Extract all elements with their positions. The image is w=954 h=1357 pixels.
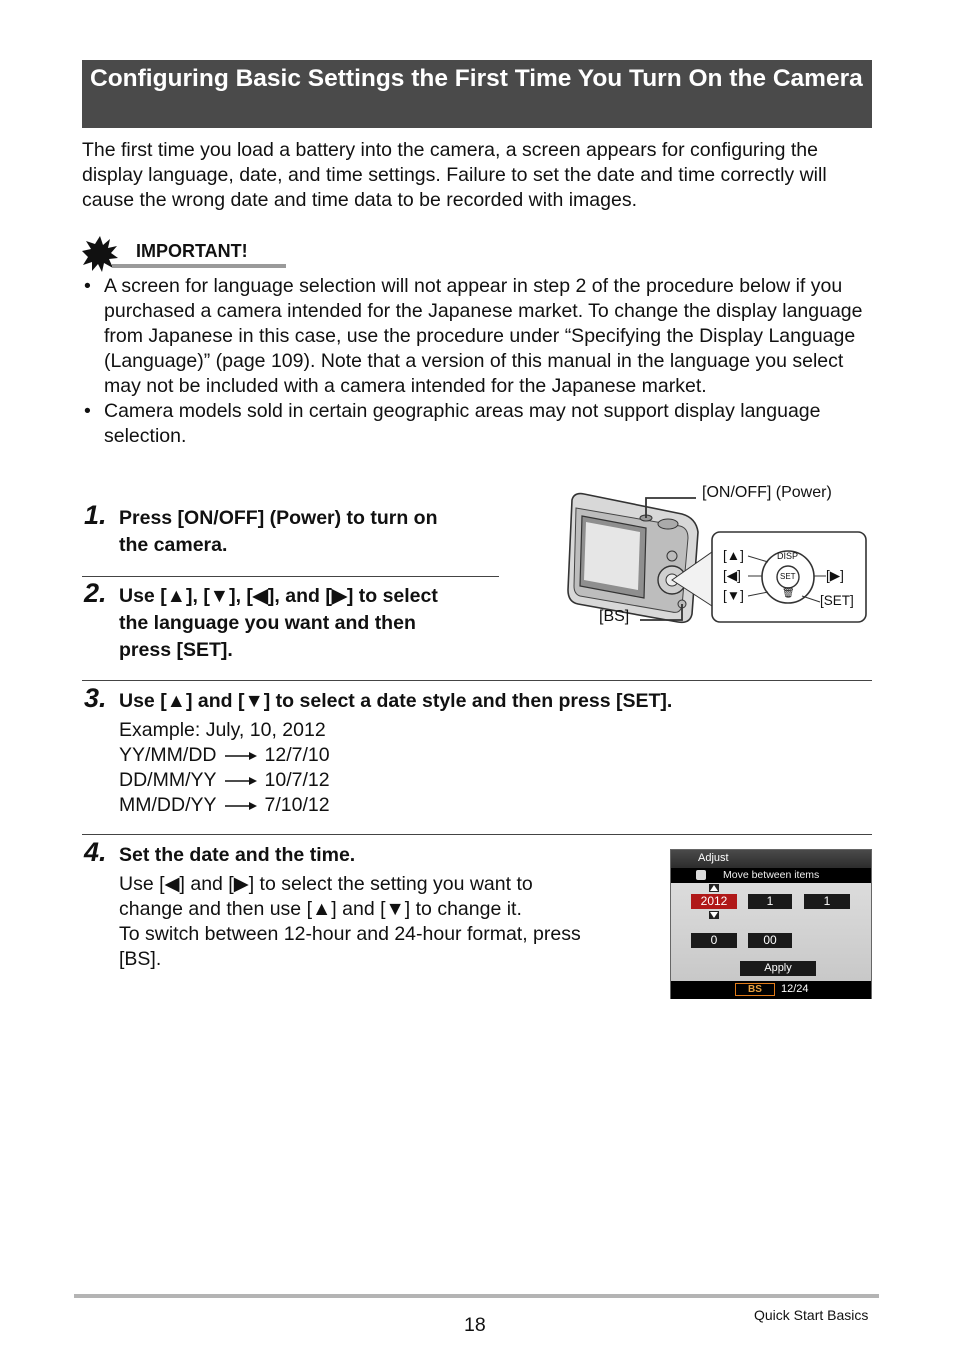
bs-key-icon: BS [735, 983, 775, 996]
day-field: 1 [804, 894, 850, 909]
month-field: 1 [748, 894, 792, 909]
step-1-text [119, 505, 499, 559]
date-style: DD/MM/YY [119, 769, 217, 791]
intro-paragraph: The first time you load a battery into the camera, a screen appears for configuring the display language, date, and time settings. Failure to set the date and time correctly will cause the wrong date and time data to be recorded with images. [82, 139, 827, 211]
step-2-text [119, 583, 509, 664]
camera-illustration [562, 478, 874, 628]
step-4-text: Set the date and the time. [119, 844, 356, 866]
lcd-title: Adjust [671, 850, 871, 868]
step-divider [82, 834, 872, 835]
step-4-line: [BS]. [119, 948, 162, 970]
date-style-example [119, 718, 330, 818]
bullet-text: A screen for language selection will not appear in step 2 of the procedure below if you purchased a camera intended for the Japanese market. To change the display language from Japanese in this case, use the procedure under “Specifying the Display Language (Language)” (page 109). Note that a version of this manual in the language you select may not be included with a camera intended for the Japanese market. [104, 275, 863, 397]
page-number: 18 [464, 1314, 486, 1336]
important-bullet-list [82, 274, 874, 449]
step-2-line: press [SET]. [119, 639, 233, 661]
list-item [82, 399, 874, 449]
lcd-hint [671, 868, 871, 883]
arrow-right-icon [225, 776, 257, 786]
bullet-marker: • [84, 400, 91, 422]
arrow-right-icon [225, 801, 257, 811]
step-2-number: 2. [84, 578, 107, 608]
step-3-text: Use [▲] and [▼] to select a date style and then press [SET]. [119, 690, 673, 712]
date-style: YY/MM/DD [119, 744, 217, 766]
step-divider [82, 680, 872, 681]
date-value: 10/7/12 [264, 769, 330, 791]
section-name: Quick Start Basics [754, 1307, 869, 1323]
hour-field: 0 [691, 933, 737, 948]
section-title-bar [82, 60, 872, 128]
important-callout [82, 236, 286, 270]
list-item [119, 768, 330, 793]
step-1-line: Press [ON/OFF] (Power) to turn on [119, 507, 438, 529]
left-key-label: [◀] [723, 568, 741, 583]
up-key-label: [▲] [723, 548, 744, 563]
minute-field: 00 [748, 933, 792, 948]
down-key-label: [▼] [723, 588, 744, 603]
step-4-number: 4. [84, 837, 107, 867]
example-heading: Example: July, 10, 2012 [119, 719, 326, 741]
important-underline [112, 264, 286, 268]
bullet-marker: • [84, 275, 91, 297]
list-item [119, 793, 330, 818]
year-field: 2012 [691, 894, 737, 909]
arrow-right-icon [225, 751, 257, 761]
lcd-panel [671, 883, 871, 981]
step-4-line: To switch between 12-hour and 24-hour format, press [119, 923, 581, 945]
bs-label: [BS] [599, 608, 630, 625]
date-value: 12/7/10 [264, 744, 330, 766]
step-1-line: the camera. [119, 534, 228, 556]
list-item [82, 274, 874, 399]
disp-label: DISP [777, 551, 799, 561]
step-4-body [119, 872, 639, 972]
date-value: 7/10/12 [264, 794, 330, 816]
bullet-text: Camera models sold in certain geographic areas may not support display language selection. [104, 400, 821, 447]
lr-arrows-icon [696, 870, 706, 880]
lcd-hint-text: Move between items [723, 869, 820, 881]
trash-flash-icon: 🗑 [782, 588, 795, 599]
step-2-line: Use [▲], [▼], [◀], and [▶] to select [119, 585, 438, 607]
lcd-footer [671, 981, 871, 999]
down-arrow-icon [709, 911, 719, 919]
up-arrow-icon [709, 884, 719, 892]
step-3-number: 3. [84, 683, 107, 713]
right-key-label: [▶] [826, 568, 844, 583]
power-label: [ON/OFF] (Power) [702, 484, 832, 501]
list-item [119, 743, 330, 768]
page-title: Configuring Basic Settings the First Time You Turn On the Camera [90, 65, 863, 92]
adjust-screen-image [670, 849, 872, 999]
set-button-label: SET [780, 572, 796, 581]
step-4-line: change and then use [▲] and [▼] to change it. [119, 898, 522, 920]
step-4-line: Use [◀] and [▶] to select the setting you want to [119, 873, 533, 895]
footer-rule [74, 1294, 879, 1298]
date-style: MM/DD/YY [119, 794, 217, 816]
apply-button: Apply [740, 961, 816, 976]
step-1-number: 1. [84, 500, 107, 530]
step-divider [82, 576, 499, 577]
important-label: IMPORTANT! [136, 241, 248, 261]
step-2-line: the language you want and then [119, 612, 416, 634]
time-format-label: 12/24 [781, 983, 809, 995]
set-key-label: [SET] [820, 593, 854, 608]
